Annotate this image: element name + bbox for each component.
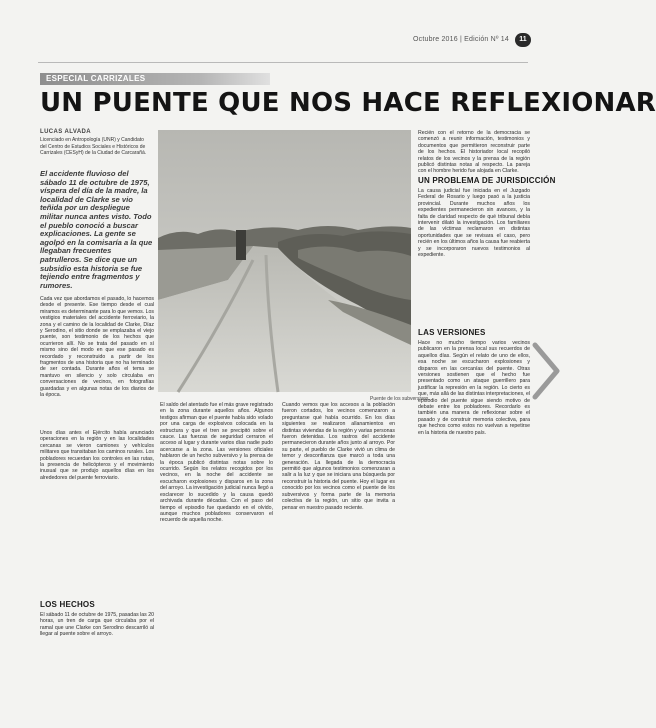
subhead-los-hechos: LOS HECHOS	[40, 600, 95, 609]
subhead-versiones: LAS VERSIONES	[418, 328, 486, 337]
article-headline: UN PUENTE QUE NOS HACE REFLEXIONAR	[40, 88, 656, 118]
page-header	[0, 30, 567, 52]
author-name: LUCAS ALVADA	[40, 129, 92, 135]
section-label: ESPECIAL CARRIZALES	[46, 74, 146, 83]
column-4b-text: La causa judicial fue iniciada en el Juzgado Federal de Rosario y luego pasó a la justicia provincial. Durante muchos años los expedientes permanecieron sin avances, y la falta de claridad respecto de qué tribunal debía intervenir dilató la investigación. Los familiares de las víctimas reclamaron en distintas oportunidades que se revisara el caso, pero recién en los últimos años la causa fue reabierta y se incorporaron nuevos testimonios al expediente.	[418, 188, 530, 259]
photo-caption: Puente de los subversivos.	[370, 396, 430, 402]
subhead-jurisdiccion: UN PROBLEMA DE JURISDICCIÓN	[418, 176, 556, 185]
page-number-badge: 11	[515, 33, 531, 47]
header-divider	[38, 62, 528, 63]
column-3-text: Cuando vemos que los accesos a la población fueron cortados, los vecinos comenzaron a preguntarse qué había ocurrido. En los días siguientes se realizaron allanamientos en distintas viviendas de la región y varias personas fueron detenidas. Los rastros del accidente permanecieron durante años junto al arroyo. Por su parte, el pueblo de Clarke vivió un clima de temor y desconfianza que marcó a toda una generación. La llegada de la democracia permitió que algunos testimonios comenzaran a salir a la luz y que se iniciara una búsqueda por reconstruir la historia del puente. Hoy el lugar es conocido por los vecinos como el puente de los subversivos y forma parte de la memoria colectiva de la región, un sitio que invita a pensar en nuestro pasado reciente.	[282, 402, 395, 511]
issue-info: Octubre 2016 | Edición Nº 14	[413, 36, 509, 43]
column-2-text: El saldo del atentado fue el más grave registrado en la zona durante aquellos años. Algunos testigos afirman que el puente había sido volado por una carga de explosivos colocada en la estructura y que el tren se precipitó sobre el cauce. Las fuerzas de seguridad cerraron el acceso al lugar y durante varios días nadie pudo acercarse a la zona. Las versiones oficiales hablaron de un hecho subversivo y la prensa de la época publicó distintas notas sobre lo ocurrido. Según los relatos recogidos por los vecinos, en la noche del accidente se escucharon explosiones y disparos en la zona del arroyo. La investigación judicial nunca llegó a esclarecer lo sucedido y la causa quedó archivada durante décadas. Con el paso del tiempo el episodio fue quedando en el olvido, aunque muchos pobladores conservaron el recuerdo de aquella noche.	[160, 402, 273, 524]
column-1b-text: Unos días antes el Ejército había anunciado operaciones en la región y en las localidades cercanas se vieron camiones y vehículos militares que transitaban los caminos rurales. Los pobladores recuerdan los controles en las rutas, la presencia de helicópteros y el movimiento inusual que se produjo aquellos días en los alrededores del puente ferroviario.	[40, 430, 154, 481]
article-photo	[158, 130, 411, 392]
author-bio: Licenciado en Antropología (UNR) y Candidato del Centro de Estudios Sociales e Históricos de Carrizales (CESyH) de la Ciudad de Carcarañá.	[40, 137, 147, 156]
column-1c-text: El sábado 11 de octubre de 1975, pasadas las 20 horas, un tren de carga que circulaba por el ramal que une Clarke con Serodino descarriló al llegar al puente sobre el arroyo.	[40, 612, 154, 638]
road-landscape-image	[158, 130, 411, 392]
column-4-text: Recién con el retorno de la democracia se comenzó a reunir información, testimonios y documentos que permitieron reconstruir parte de los hechos. El historiador local recopiló relatos de los vecinos y la prensa de la región publicó distintas notas al respecto. La pareja con el hombre herido fue alojada en Clarke.	[418, 130, 530, 175]
column-4c-text: Hace no mucho tiempo varios vecinos publicaron en la prensa local sus recuerdos de aquellos días. Según el relato de uno de ellos, esa noche se escucharon explosiones y disparos en las cercanías del puente. Otras versiones sostienen que el hecho fue presentado como un ataque guerrillero para justificar la represión en la región. Lo cierto es que, más allá de las distintas interpretaciones, el episodio del puente sigue siendo motivo de debate entre los pobladores. Recordarlo es también una manera de reflexionar sobre el pasado y de construir memoria colectiva, para que hechos como estos no vuelvan a repetirse en la historia de nuestro país.	[418, 340, 530, 436]
column-1-text: Cada vez que abordamos el pasado, lo hacemos desde el presente. Ese tiempo desde el cual miramos es determinante para lo que vemos. Los vestigios materiales del accidente ferroviario, la zona y el camino de la localidad de Clarke, Díaz y Serodino, el sitio donde se emplazaba el viejo puente, son testimonio de los hechos que ocurrieron allí. No se trata del pasado en sí mismo sino del modo en que ese pasado es recordado y reconstruido a partir de los fragmentos de una historia que no ha terminado de ser contada. Durante años el tema se mantuvo en silencio y solo circulaba en conversaciones de vecinos, en fotografías guardadas y en algunas notas de los diarios de la época.	[40, 296, 154, 399]
section-banner	[40, 73, 270, 85]
chevron-right-icon[interactable]	[531, 341, 561, 401]
article-lead: El accidente fluvioso del sábado 11 de octubre de 1975, víspera del día de la madre, la localidad de Clarke se vio teñida por un despliegue militar nunca antes visto. Todo el pueblo conoció a buscar explicaciones. La gente se agolpó en la comisaría a la que llegaban frecuentes patrulleros. Se dice que un subsidio esta historia se fue tejiendo entre fragmentos y rumores.	[40, 169, 153, 290]
